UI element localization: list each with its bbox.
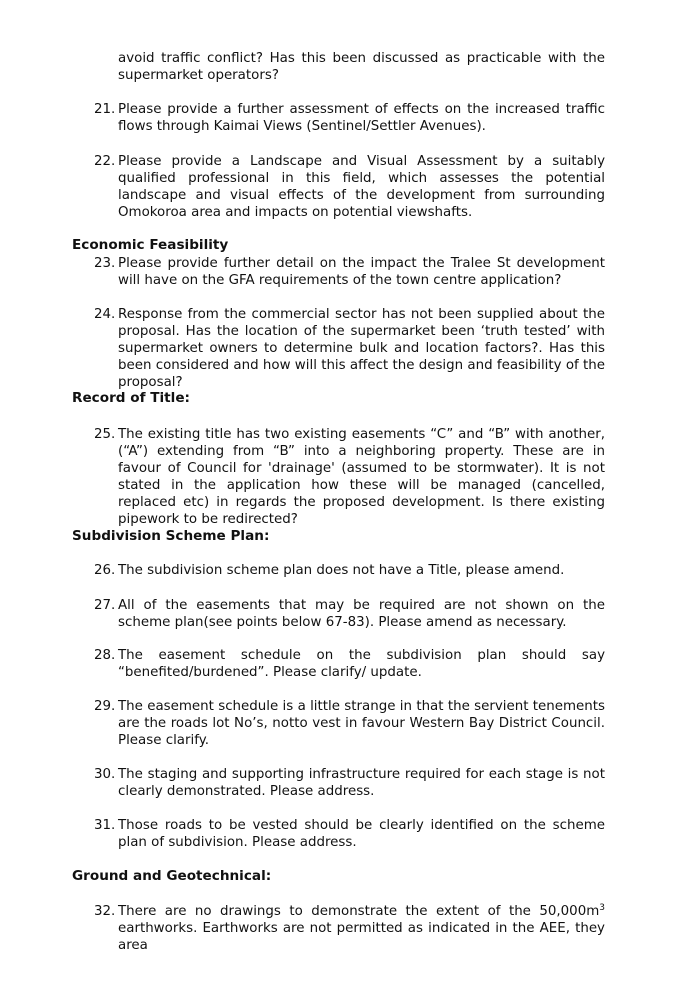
item-number: 27. [94,598,116,613]
item-text [118,903,605,954]
list-item-21 [94,101,605,135]
item-number: 29. [94,699,116,714]
list-item-31 [94,817,605,851]
list-item-28 [94,647,605,681]
item-text: The easement schedule is a little strange in that the servient tenements are the roads lot No’s, notto vest in favour Western Bay District Council. Please clarify. [118,699,605,748]
item-text: All of the easements that may be required are not shown on the scheme plan(see points below 67-83). Please amend as necessary. [118,598,605,630]
list-item-23 [94,255,605,289]
list-item-30 [94,766,605,800]
heading-record-of-title: Record of Title: [72,390,190,406]
item-text: Please provide a further assessment of effects on the increased traffic flows through Kaimai Views (Sentinel/Settler Avenues). [118,102,605,134]
list-item-27 [94,597,605,631]
continuation-paragraph [94,50,605,84]
list-item-24 [94,306,605,391]
item-text: The existing title has two existing easements “C” and “B” with another, (“A”) extending from “B” into a neighboring property. These are in favour of Council for 'drainage' (assumed to be stormwater). It is not stated in the application how these will be managed (cancelled, replaced etc) in regards the proposed development. Is there existing pipework to be redirected? [118,427,605,527]
item-number: 26. [94,563,116,578]
list-item-32 [94,903,605,954]
item-text: The staging and supporting infrastructure required for each stage is not clearly demonstrated. Please address. [118,767,605,799]
paragraph-text: avoid traffic conflict? Has this been discussed as practicable with the supermarket operators? [118,51,605,83]
heading-subdivision-scheme-plan: Subdivision Scheme Plan: [72,528,270,544]
list-item-26 [94,562,605,579]
item-text: Please provide further detail on the impact the Tralee St development will have on the GFA requirements of the town centre application? [118,256,605,288]
item-number: 22. [94,154,116,169]
item-number: 31. [94,818,116,833]
item-number: 28. [94,648,116,663]
item-text: The easement schedule on the subdivision plan should say “benefited/burdened”. Please clarify/ update. [118,648,605,680]
item-number: 32. [94,904,116,919]
item-number: 30. [94,767,116,782]
item-text: Those roads to be vested should be clearly identified on the scheme plan of subdivision. Please address. [118,818,605,850]
item-text-before-superscript: There are no drawings to demonstrate the extent of the 50,000m [118,904,600,919]
item-number: 24. [94,307,116,322]
heading-ground-geotechnical: Ground and Geotechnical: [72,868,272,884]
heading-economic-feasibility: Economic Feasibility [72,237,229,253]
item-text: The subdivision scheme plan does not have a Title, please amend. [118,563,565,578]
list-item-29 [94,698,605,749]
item-text: Please provide a Landscape and Visual Assessment by a suitably qualified professional in this field, which assesses the potential landscape and visual effects of the development from surrounding Omokoroa area and impacts on potential viewshafts. [118,154,605,220]
list-item-25 [94,426,605,528]
item-number: 21. [94,102,116,117]
superscript-cubed: 3 [599,903,605,913]
item-text: Response from the commercial sector has not been supplied about the proposal. Has the location of the supermarket been ‘truth tested’ with supermarket owners to determine bulk and location factors?. Has this been considered and how will this affect the design and feasibility of the proposal? [118,307,605,390]
item-text-after-superscript: earthworks. Earthworks are not permitted as indicated in the AEE, they area [118,921,605,953]
item-number: 23. [94,256,116,271]
item-number: 25. [94,427,116,442]
list-item-22 [94,153,605,221]
